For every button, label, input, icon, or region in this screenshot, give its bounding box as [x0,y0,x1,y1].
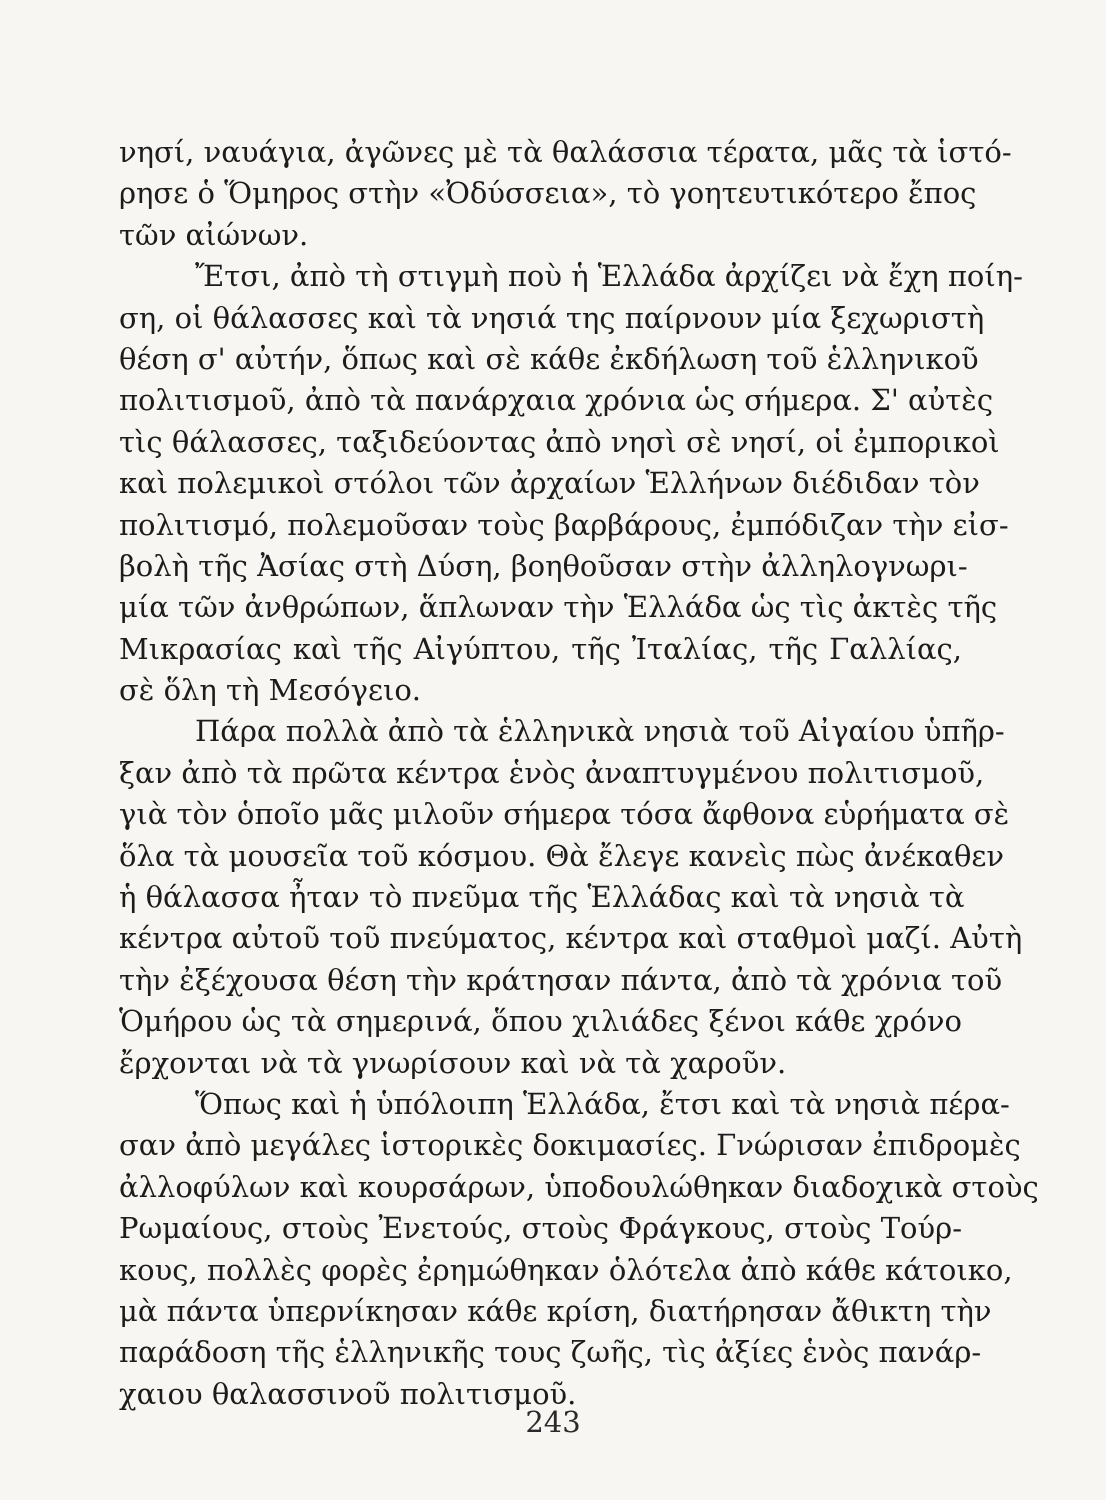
text-line: πολιτισμοῦ, ἀπὸ τὰ πανάρχαια χρόνια ὡς σήμερα. Σ' αὐτὲς [119,383,994,418]
text-line: νησί, ναυάγια, ἀγῶνες μὲ τὰ θαλάσσια τέρατα, μᾶς τὰ ἱστό- [119,135,1012,169]
text-line: θέση σ' αὐτήν, ὅπως καὶ σὲ κάθε ἐκδήλωση τοῦ ἑλληνικοῦ [119,341,979,376]
text-line: μία τῶν ἀνθρώπων, ἅπλωναν τὴν Ἑλλάδα ὡς τὶς ἀκτὲς τῆς [119,590,998,625]
text-line: Ρωμαίους, στοὺς Ἐνετούς, στοὺς Φράγκους, στοὺς Τούρ- [119,1211,962,1246]
page-number: 243 [525,1405,581,1439]
text-line: σαν ἀπὸ μεγάλες ἱστορικὲς δοκιμασίες. Γνώρισαν ἐπιδρομὲς [119,1128,1021,1163]
text-line: γιὰ τὸν ὁποῖο μᾶς μιλοῦν σήμερα τόσα ἄφθονα εὑρήματα σὲ [119,797,1010,832]
text-line: τῶν αἰώνων. [119,217,309,252]
text-line: ξαν ἀπὸ τὰ πρῶτα κέντρα ἑνὸς ἀναπτυγμένου πολιτισμοῦ, [119,755,985,790]
text-line: Ἔτσι, ἀπὸ τὴ στιγμὴ ποὺ ἡ Ἑλλάδα ἀρχίζει νὰ ἔχη ποίη- [195,259,1023,294]
text-line: Πάρα πολλὰ ἀπὸ τὰ ἑλληνικὰ νησιὰ τοῦ Αἰγαίου ὑπῆρ- [195,714,1005,749]
text-line: ρησε ὁ Ὅμηρος στὴν «Ὀδύσσεια», τὸ γοητευτικότερο ἔπος [119,176,977,211]
text-line: χαιου θαλασσινοῦ πολιτισμοῦ. [119,1376,577,1411]
text-line: ἡ θάλασσα ἦταν τὸ πνεῦμα τῆς Ἑλλάδας καὶ τὰ νησιὰ τὰ [119,880,965,915]
text-line: τὴν ἐξέχουσα θέση τὴν κράτησαν πάντα, ἀπὸ τὰ χρόνια τοῦ [119,962,1003,997]
text-line: βολὴ τῆς Ἀσίας στὴ Δύση, βοηθοῦσαν στὴν ἀλληλογνωρι- [119,548,968,583]
text-line: κους, πολλὲς φορὲς ἐρημώθηκαν ὁλότελα ἀπὸ κάθε κάτοικο, [119,1252,1013,1287]
text-line: σὲ ὅλη τὴ Μεσόγειο. [119,673,422,708]
text-line: Ὁμήρου ὡς τὰ σημερινά, ὅπου χιλιάδες ξένοι κάθε χρόνο [119,1004,962,1039]
text-line: καὶ πολεμικοὶ στόλοι τῶν ἀρχαίων Ἑλλήνων διέδιδαν τὸν [119,466,980,501]
text-line: Ὅπως καὶ ἡ ὑπόλοιπη Ἑλλάδα, ἔτσι καὶ τὰ νησιὰ πέρα- [195,1086,1010,1121]
text-line: παράδοση τῆς ἑλληνικῆς τους ζωῆς, τὶς ἀξίες ἑνὸς πανάρ- [119,1335,982,1370]
text-line: Μικρασίας καὶ τῆς Αἰγύπτου, τῆς Ἰταλίας, τῆς Γαλλίας, [119,631,962,666]
text-line: πολιτισμό, πολεμοῦσαν τοὺς βαρβάρους, ἐμπόδιζαν τὴν εἰσ- [119,507,1009,542]
text-line: τὶς θάλασσες, ταξιδεύοντας ἀπὸ νησὶ σὲ νησί, οἱ ἐμπορικοὶ [119,424,1000,459]
text-line: κέντρα αὐτοῦ τοῦ πνεύματος, κέντρα καὶ σταθμοὶ μαζί. Αὐτὴ [119,921,1023,956]
body-text [119,132,1039,1415]
text-line: μὰ πάντα ὑπερνίκησαν κάθε κρίση, διατήρησαν ἄθικτη τὴν [119,1293,992,1328]
text-line: ση, οἱ θάλασσες καὶ τὰ νησιά της παίρνουν μία ξεχωριστὴ [119,300,985,335]
text-line: ὅλα τὰ μουσεῖα τοῦ κόσμου. Θὰ ἔλεγε κανεὶς πὼς ἀνέκαθεν [119,838,1005,873]
text-line: ἔρχονται νὰ τὰ γνωρίσουν καὶ νὰ τὰ χαροῦν. [119,1045,787,1080]
text-line: ἀλλοφύλων καὶ κουρσάρων, ὑποδουλώθηκαν διαδοχικὰ στοὺς [119,1169,1039,1204]
